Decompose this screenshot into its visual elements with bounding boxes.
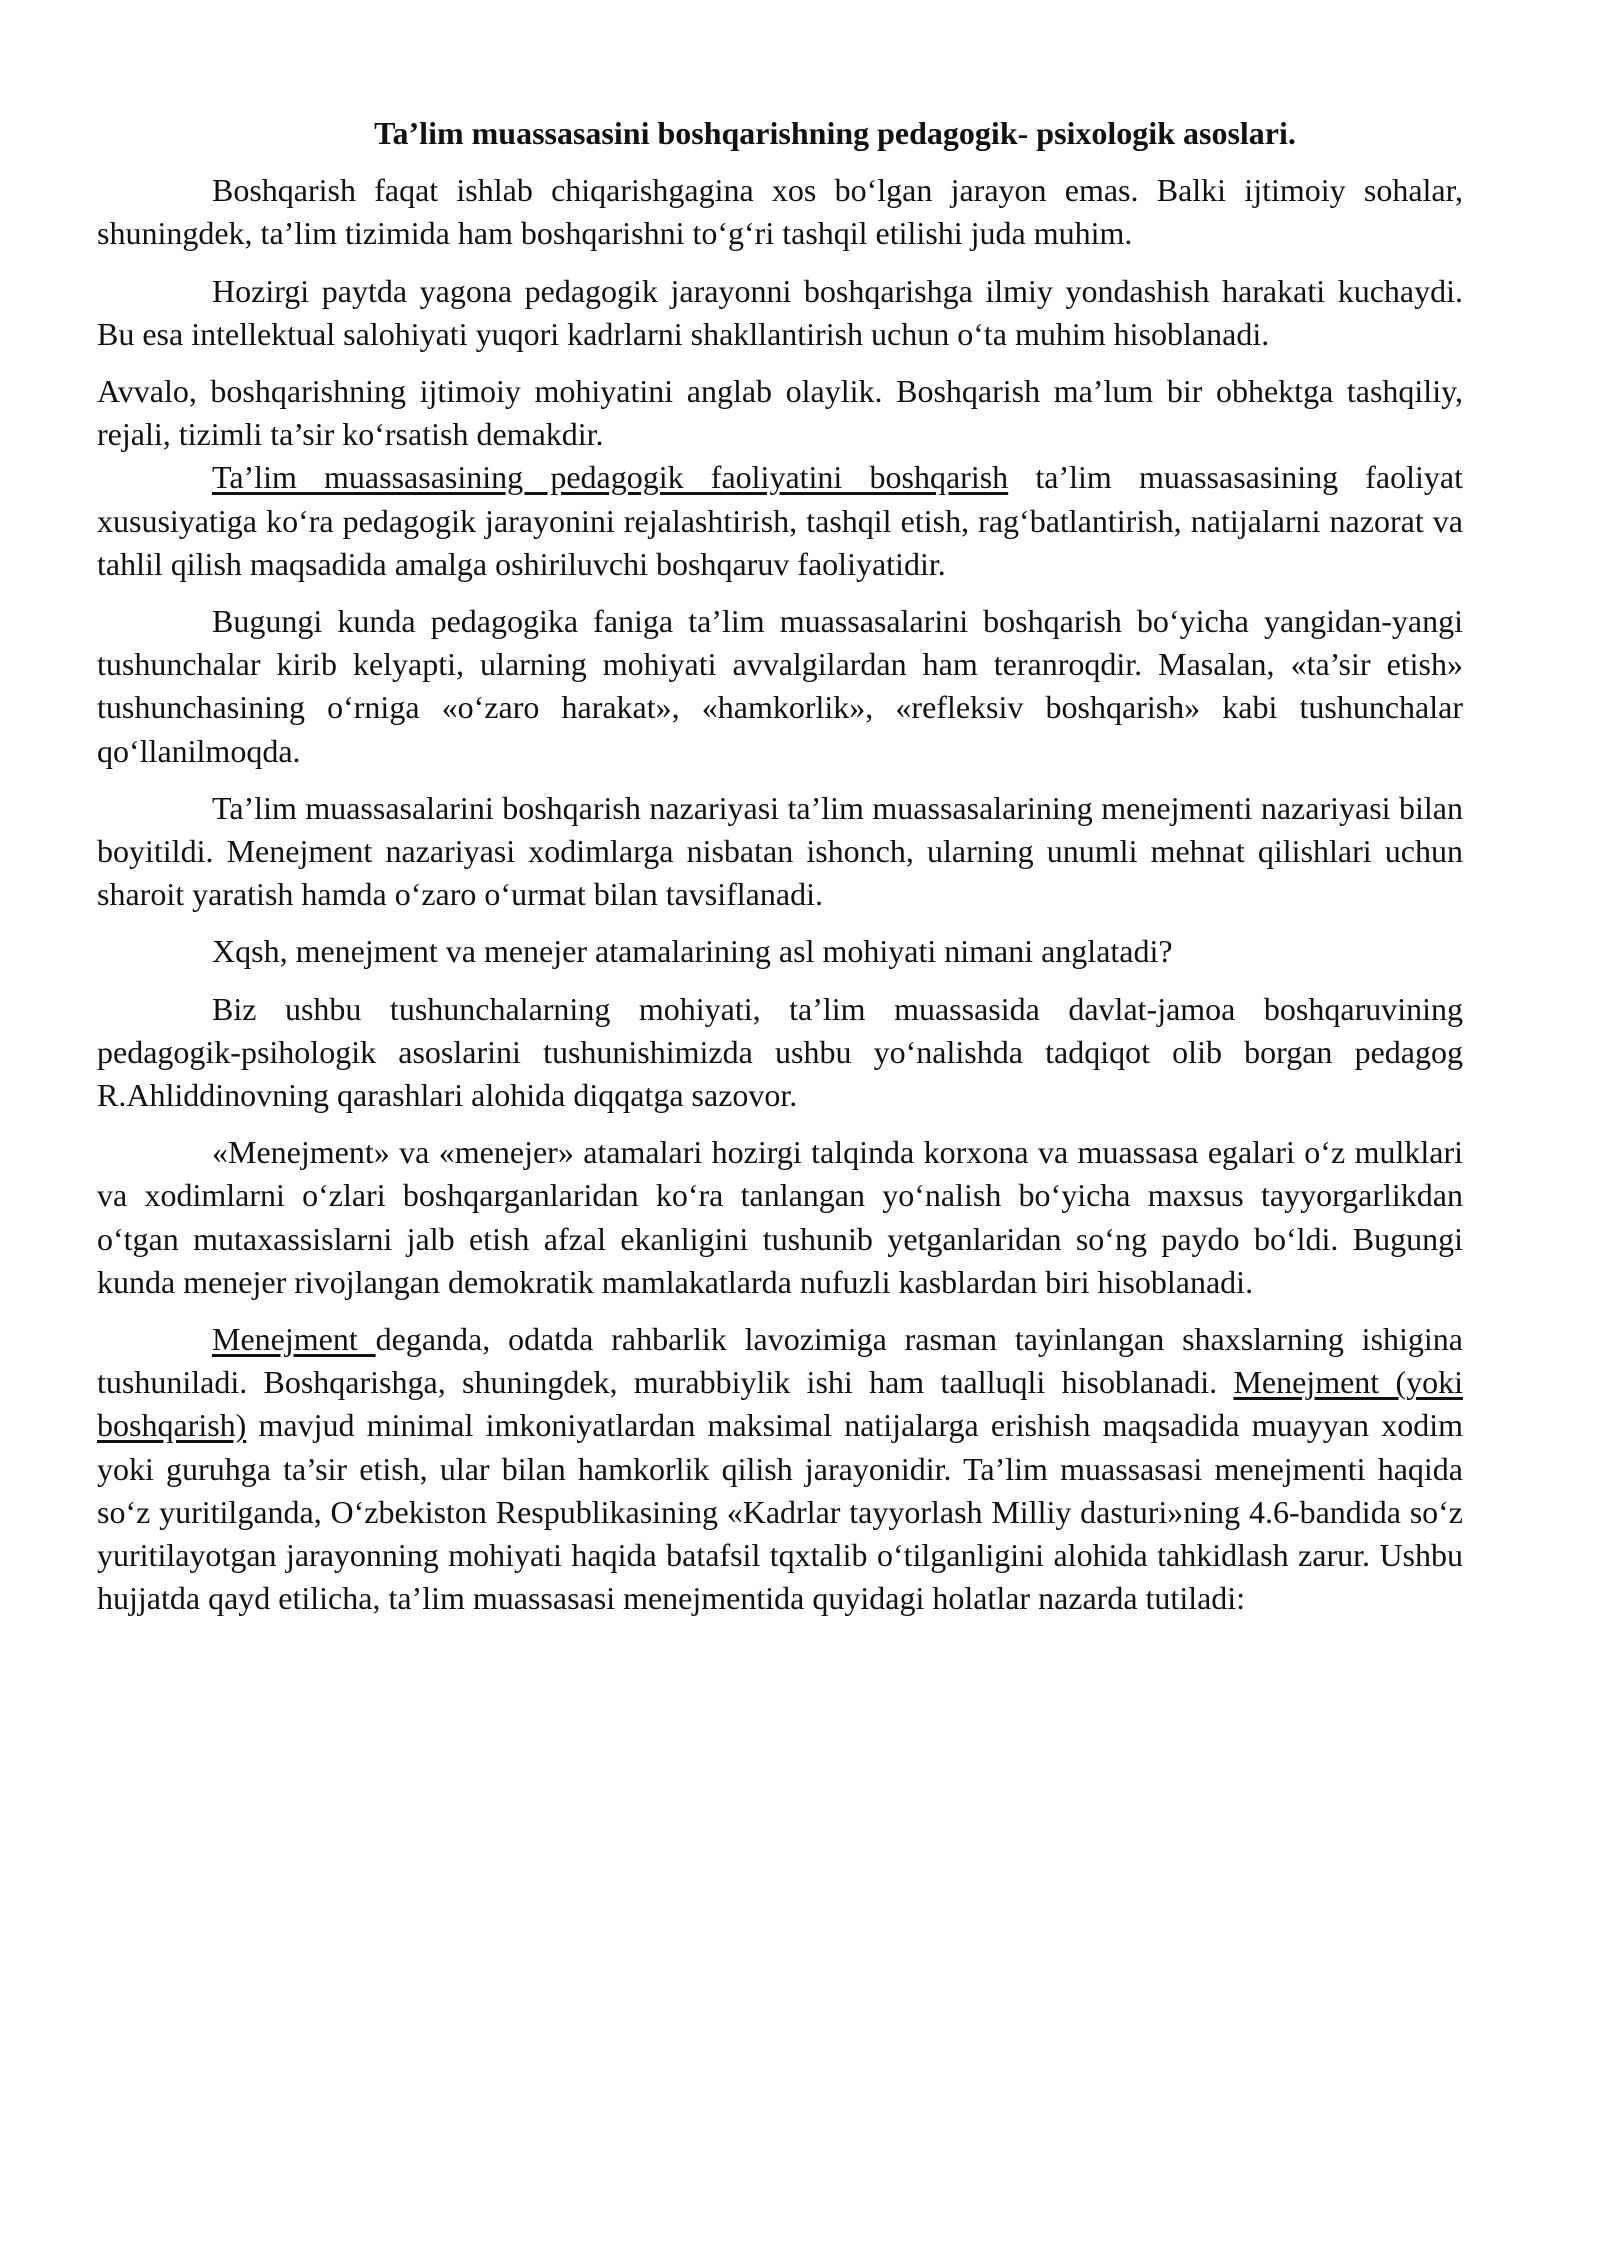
paragraph-4: [97, 456, 1463, 586]
paragraph-10: [97, 1318, 1463, 1620]
paragraph-4-text: ta’lim muassasasining faoliyat xususiyatiga ko‘ra pedagogik jarayonini rejalashtirish, tashqil etish, rag‘batlantirish, natijalarni nazorat va tahlil qilish maqsadida amalga oshiriluvchi boshqaruv faoliyatidir.: [97, 459, 1464, 582]
document-title: Ta’lim muassasasini boshqarishning pedagogik- psixologik asoslari.: [374, 115, 1296, 151]
paragraph-9: «Menejment» va «menejer» atamalari hozirgi talqinda korxona va muassasa egalari o‘z mulklari va xodimlarni o‘zlari boshqarganlaridan ko‘ra tanlangan yo‘nalish bo‘yicha maxsus tayyorgarlikdan o‘tgan mutaxassislarni jalb etish afzal ekanligini tushunib yetganlaridan so‘ng paydo bo‘ldi. Bugungi kunda menejer rivojlangan demokratik mamlakatlarda nufuzli kasblardan biri hisoblanadi.: [97, 1134, 1463, 1300]
underlined-term-menejment: Menejment: [212, 1321, 376, 1358]
paragraph-7: Xqsh, menejment va menejer atamalarining asl mohiyati nimani anglatadi?: [212, 933, 1173, 970]
paragraph-8: Biz ushbu tushunchalarning mohiyati, ta’lim muassasida davlat-jamoa boshqaruvining pedagogik-psihologik asoslarini tushunishimizda ushbu yo‘nalishda tadqiqot olib borgan pedagog R.Ahliddinovning qarashlari alohida diqqatga sazovor.: [97, 990, 1463, 1114]
paragraph-5: Bugungi kunda pedagogika faniga ta’lim muassasalarini boshqarish bo‘yicha yangidan-yangi tushunchalar kirib kelyapti, ularning mohiyati avvalgilardan ham teranroqdir. Masalan, «ta’sir etish» tushunchasining o‘rniga «o‘zaro harakat», «hamkorlik», «refleksiv boshqarish» kabi tushunchalar qo‘llanilmoqda.: [97, 603, 1463, 769]
paragraph-3: Avvalo, boshqarishning ijtimoiy mohiyatini anglab olaylik. Boshqarish ma’lum bir obhektga tashqiliy, rejali, tizimli ta’sir ko‘rsatish demakdir.: [97, 373, 1463, 453]
underlined-term: Ta’lim muassasasining pedagogik faoliyatini boshqarish: [212, 459, 1009, 496]
paragraph-6: Ta’lim muassasalarini boshqarish nazariyasi ta’lim muassasalarining menejmenti nazariyasi bilan boyitildi. Menejment nazariyasi xodimlarga nisbatan ishonch, ularning unumli mehnat qilishlari uchun sharoit yaratish hamda o‘zaro o‘urmat bilan tavsiflanadi.: [97, 789, 1463, 913]
paragraph-10-text-a: deganda, odatda rahbarlik lavozimiga rasman tayinlangan shaxslarning ishigina tushuniladi. Boshqarishga, shuningdek, murabbiylik ishi ham taalluqli hisoblanadi.: [97, 1321, 1464, 1401]
document-page: [97, 112, 1463, 1635]
paragraph-1: Boshqarish faqat ishlab chiqarishgagina xos bo‘lgan jarayon emas. Balki ijtimoiy sohalar, shuningdek, ta’lim tizimida ham boshqarishni to‘g‘ri tashqil etilishi juda muhim.: [97, 172, 1463, 252]
paragraph-2: Hozirgi paytda yagona pedagogik jarayonni boshqarishga ilmiy yondashish harakati kuchaydi. Bu esa intellektual salohiyati yuqori kadrlarni shakllantirish uchun o‘ta muhim hisoblanadi.: [97, 272, 1463, 352]
paragraph-10-text-b: mavjud minimal imkoniyatlardan maksimal natijalarga erishish maqsadida muayyan xodim yoki guruhga ta’sir etish, ular bilan hamkorlik qilish jarayonidir. Ta’lim muassasasi menejmenti haqida so‘z yuritilganda, O‘zbekiston Respublikasining «Kadrlar tayyorlash Milliy dasturi»ning 4.6-bandida so‘z yuritilayotgan jarayonning mohiyati haqida batafsil tqxtalib o‘tilganligini alohida tahkidlash zarur. Ushbu hujjatda qayd etilicha, ta’lim muassasasi menejmentida quyidagi holatlar nazarda tutiladi:: [97, 1407, 1463, 1617]
underlined-term-menejment-boshqarish: Menejment (yoki boshqarish): [97, 1364, 1464, 1444]
